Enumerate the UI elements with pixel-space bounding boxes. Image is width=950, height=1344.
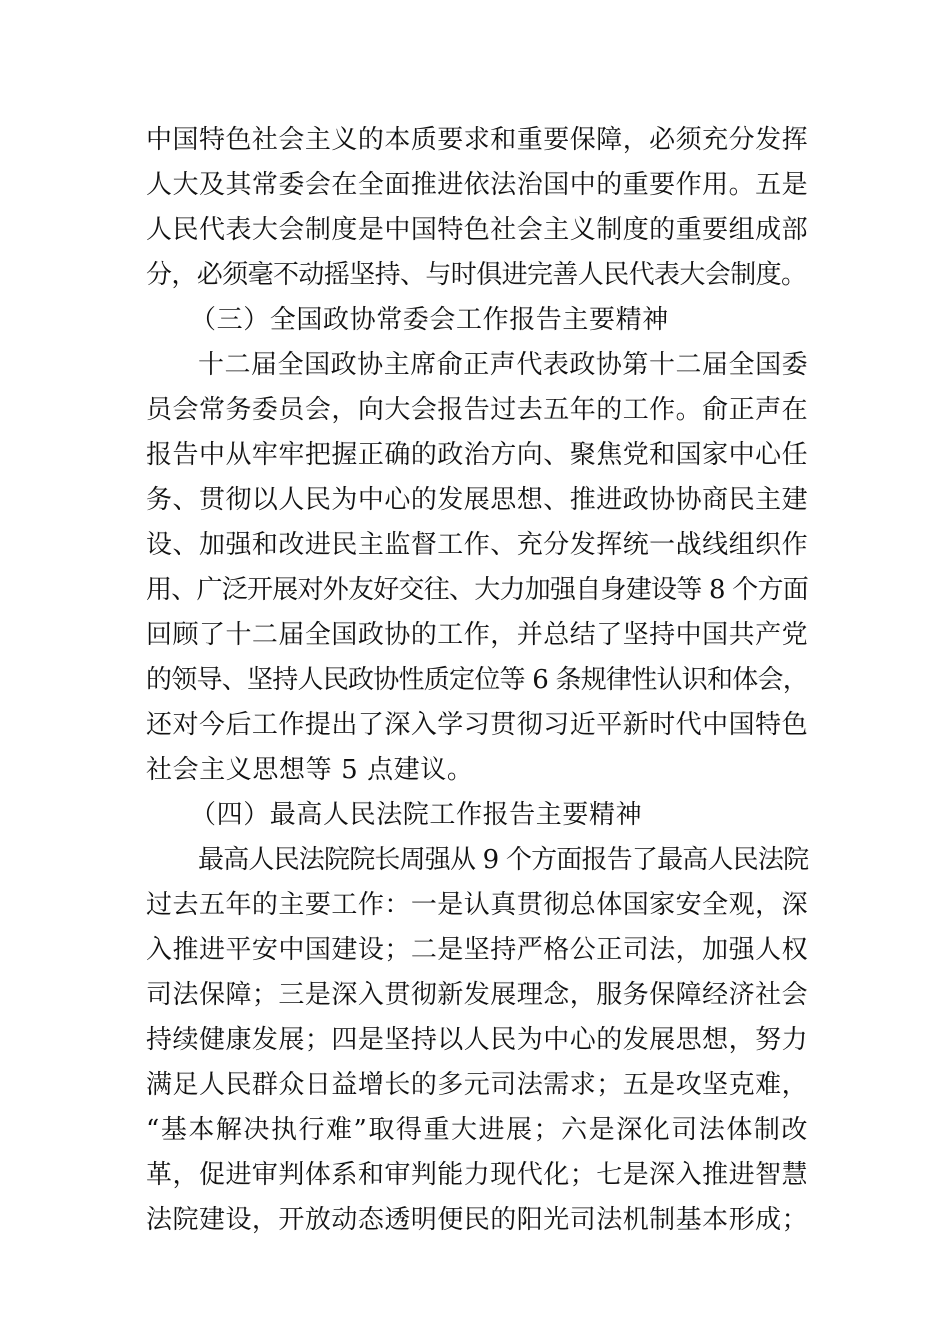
text-line: 中国特色社会主义的本质要求和重要保障，必须充分发挥	[146, 125, 808, 155]
text-line: 满足人民群众日益增长的多元司法需求；五是攻坚克难，	[146, 1070, 808, 1100]
document-body	[146, 118, 808, 1243]
text-line: 分，必须毫不动摇坚持、与时俱进完善人民代表大会制度。	[146, 260, 807, 290]
text-line: 社会主义思想等 5 点建议。	[146, 755, 474, 785]
paragraph-first-line: 十二届全国政协主席俞正声代表政协第十二届全国委	[198, 350, 808, 380]
text-line: 入推进平安中国建设；二是坚持严格公正司法，加强人权	[146, 935, 808, 965]
text-line: 务、贯彻以人民为中心的发展思想、推进政协协商民主建	[146, 485, 808, 515]
text-line: 司法保障；三是深入贯彻新发展理念，服务保障经济社会	[146, 980, 808, 1010]
paragraph-first-line: 最高人民法院院长周强从 9 个方面报告了最高人民法院	[198, 845, 809, 875]
text-line: 报告中从牢牢把握正确的政治方向、聚焦党和国家中心任	[146, 440, 808, 470]
text-line: 法院建设，开放动态透明便民的阳光司法机制基本形成；	[146, 1205, 808, 1235]
text-line: 的领导、坚持人民政协性质定位等 6 条规律性认识和体会，	[146, 665, 808, 695]
text-line: “基本解决执行难”取得重大进展；六是深化司法体制改	[146, 1115, 808, 1145]
text-line: 持续健康发展；四是坚持以人民为中心的发展思想，努力	[146, 1025, 808, 1055]
text-line: 还对今后工作提出了深入学习贯彻习近平新时代中国特色	[146, 710, 808, 740]
section-heading-3: （三）全国政协常委会工作报告主要精神	[190, 305, 669, 335]
text-line: 过去五年的主要工作：一是认真贯彻总体国家安全观，深	[146, 890, 808, 920]
text-line: 用、广泛开展对外友好交往、大力加强自身建设等 8 个方面	[146, 575, 808, 605]
section-heading-4: （四）最高人民法院工作报告主要精神	[190, 800, 643, 830]
text-line: 回顾了十二届全国政协的工作，并总结了坚持中国共产党	[146, 620, 808, 650]
text-line: 人民代表大会制度是中国特色社会主义制度的重要组成部	[146, 215, 808, 245]
text-line: 人大及其常委会在全面推进依法治国中的重要作用。五是	[146, 170, 808, 200]
text-line: 员会常务委员会，向大会报告过去五年的工作。俞正声在	[146, 395, 808, 425]
text-line: 设、加强和改进民主监督工作、充分发挥统一战线组织作	[146, 530, 808, 560]
text-line: 革，促进审判体系和审判能力现代化；七是深入推进智慧	[146, 1160, 808, 1190]
